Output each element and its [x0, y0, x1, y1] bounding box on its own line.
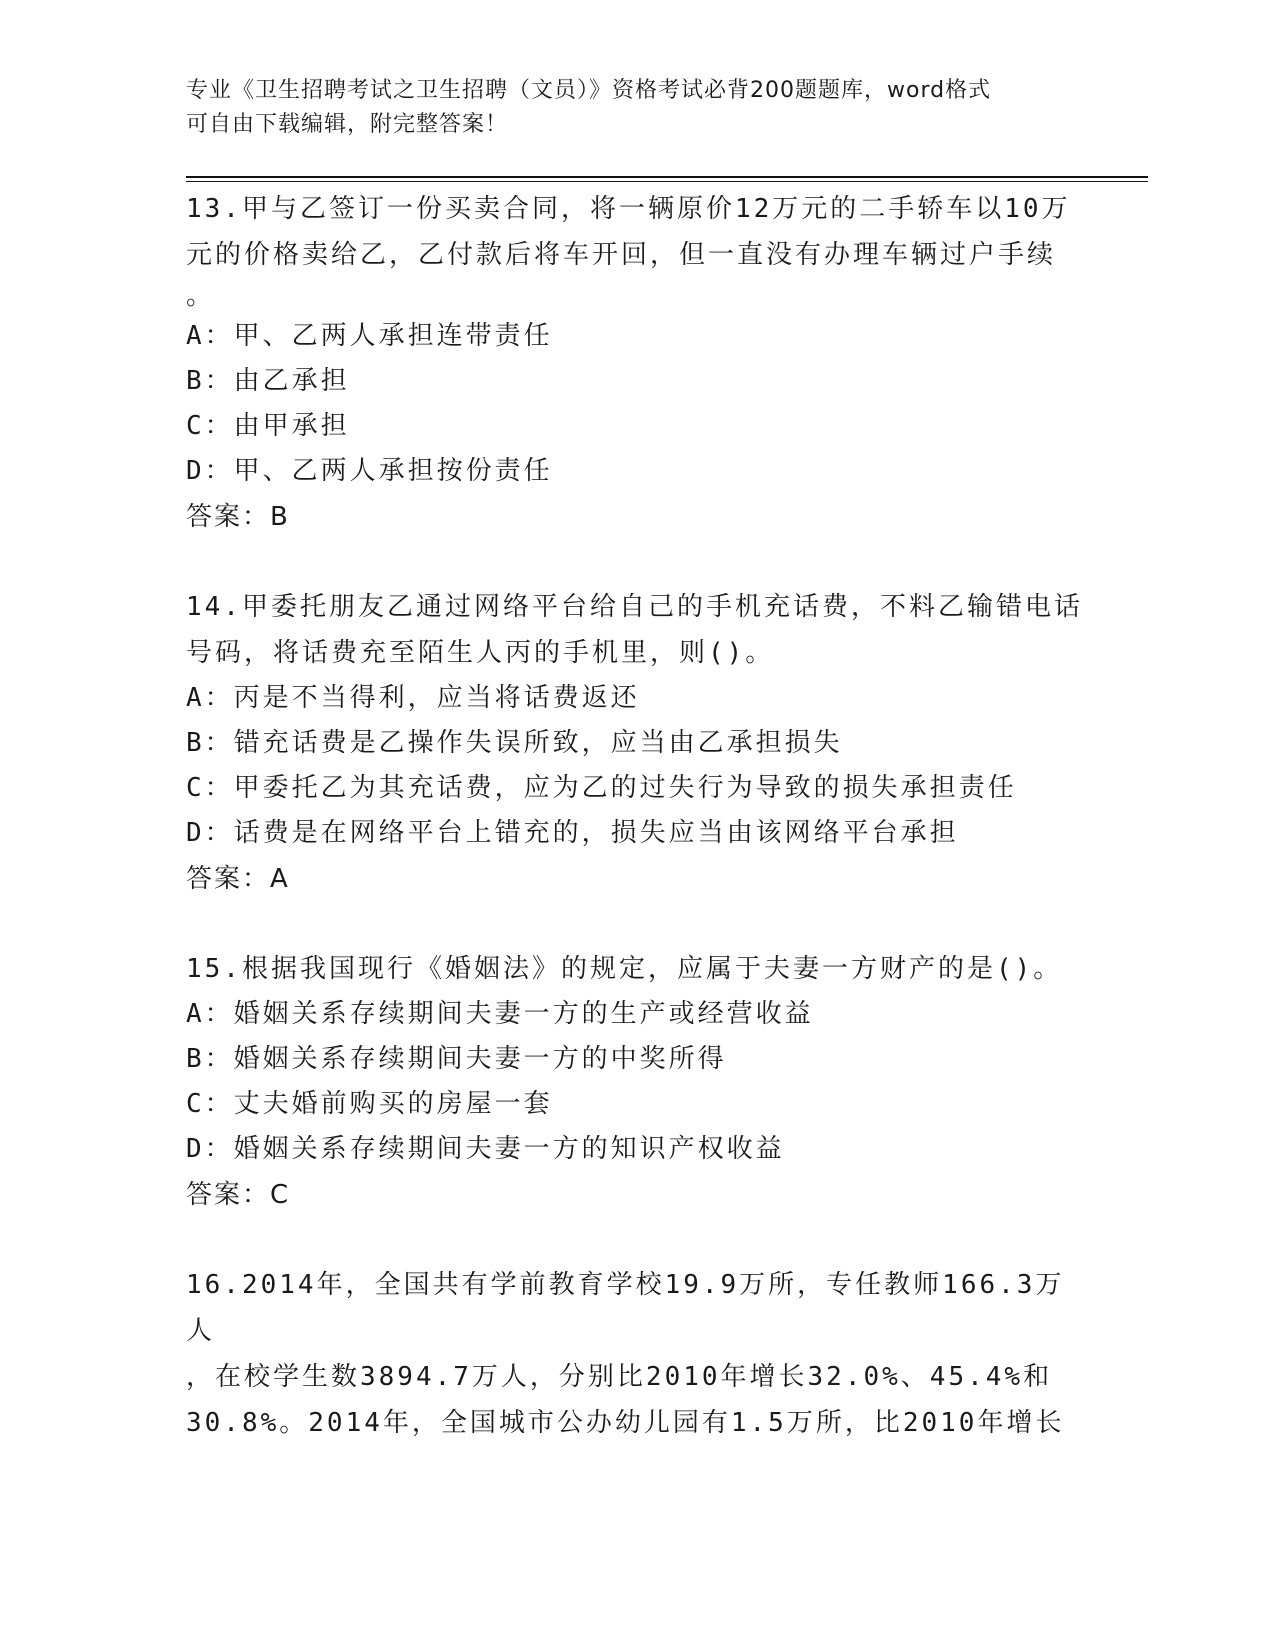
option-a: A：甲、乙两人承担连带责任 — [186, 321, 553, 351]
option-b: B：错充话费是乙操作失误所致，应当由乙承担损失 — [186, 728, 843, 758]
question-14 — [186, 584, 1086, 902]
header-divider-thick — [186, 176, 1148, 178]
answer: 答案：B — [186, 502, 290, 532]
answer: 答案：C — [186, 1180, 291, 1210]
header-divider-thin — [186, 181, 1148, 182]
question-stem-line: 13.甲与乙签订一份买卖合同，将一辆原价12万元的二手轿车以10万 — [186, 194, 1071, 224]
question-15 — [186, 946, 1086, 1218]
option-c: C：丈夫婚前购买的房屋一套 — [186, 1089, 553, 1119]
option-d: D：甲、乙两人承担按份责任 — [186, 456, 553, 486]
option-c: C：甲委托乙为其充话费，应为乙的过失行为导致的损失承担责任 — [186, 773, 1017, 803]
question-stem-line: 30.8%。2014年，全国城市公办幼儿园有1.5万所，比2010年增长 — [186, 1408, 1065, 1438]
question-stem-line: ，在校学生数3894.7万人，分别比2010年增长32.0%、45.4%和 — [186, 1362, 1053, 1392]
document-header — [186, 74, 1066, 142]
question-list — [186, 186, 1086, 1446]
question-stem-line: 15.根据我国现行《婚姻法》的规定，应属于夫妻一方财产的是()。 — [186, 954, 1063, 984]
question-16 — [186, 1262, 1086, 1446]
question-stem-line: 14.甲委托朋友乙通过网络平台给自己的手机充话费，不料乙输错电话 — [186, 592, 1083, 622]
question-stem-line: 号码，将话费充至陌生人丙的手机里，则()。 — [186, 638, 775, 668]
option-b: B：由乙承担 — [186, 366, 350, 396]
header-line-2: 可自由下载编辑，附完整答案！ — [186, 112, 509, 137]
question-stem-line: 16.2014年，全国共有学前教育学校19.9万所，专任教师166.3万人 — [186, 1270, 1065, 1346]
answer: 答案：A — [186, 864, 290, 894]
question-stem-line: 元的价格卖给乙，乙付款后将车开回，但一直没有办理车辆过户手续 — [186, 240, 1057, 270]
option-b: B：婚姻关系存续期间夫妻一方的中奖所得 — [186, 1044, 727, 1074]
option-a: A：婚姻关系存续期间夫妻一方的生产或经营收益 — [186, 999, 814, 1029]
option-d: D：话费是在网络平台上错充的，损失应当由该网络平台承担 — [186, 818, 959, 848]
option-a: A：丙是不当得利，应当将话费返还 — [186, 683, 640, 713]
question-13 — [186, 186, 1086, 540]
option-c: C：由甲承担 — [186, 411, 350, 441]
header-line-1: 专业《卫生招聘考试之卫生招聘（文员）》资格考试必背200题题库，word格式 — [186, 78, 992, 103]
question-stem-line: 。 — [186, 281, 216, 311]
option-d: D：婚姻关系存续期间夫妻一方的知识产权收益 — [186, 1134, 785, 1164]
